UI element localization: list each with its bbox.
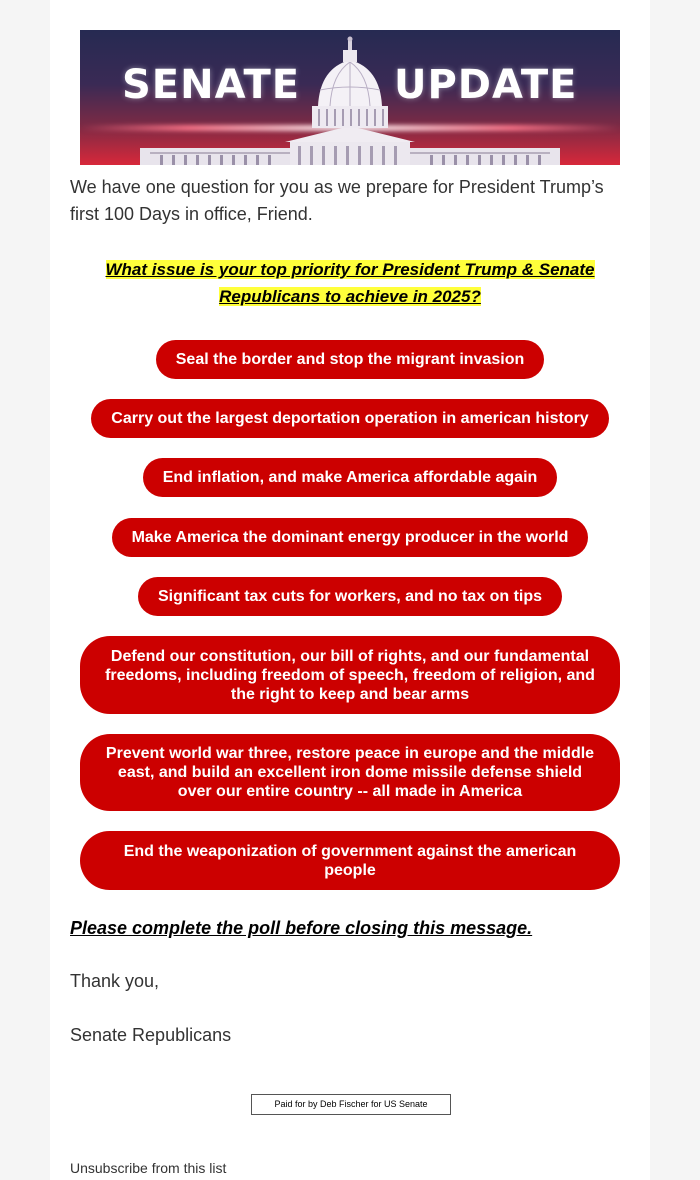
banner-word-senate: SENATE: [122, 62, 301, 108]
thanks-line: Thank you,: [70, 971, 160, 991]
option-end-inflation-button[interactable]: End inflation, and make America affordable again: [143, 458, 557, 497]
option-deportation-button[interactable]: Carry out the largest deportation operation in american history: [91, 399, 609, 438]
paid-for-disclaimer: Paid for by Deb Fischer for US Senate: [251, 1094, 451, 1115]
option-energy-button[interactable]: Make America the dominant energy producer in the world: [112, 518, 588, 557]
option-weaponization-button[interactable]: End the weaponization of government against the american people: [80, 831, 620, 890]
poll-question-text: What issue is your top priority for President Trump & Senate Republicans to achieve in 2025?: [105, 260, 595, 306]
option-tax-cuts-button[interactable]: Significant tax cuts for workers, and no tax on tips: [138, 577, 562, 616]
closing-instruction: Please complete the poll before closing this message.: [70, 918, 533, 938]
option-constitution-button[interactable]: Defend our constitution, our bill of rights, and our fundamental freedoms, including freedom of speech, freedom of religion, and the right to keep and bear arms: [80, 636, 620, 714]
senate-update-banner: [80, 30, 620, 165]
intro-paragraph: We have one question for you as we prepare for President Trump’s first 100 Days in office, Friend.: [70, 177, 604, 224]
option-seal-border-button[interactable]: Seal the border and stop the migrant invasion: [156, 340, 544, 379]
signature: Senate Republicans: [70, 1025, 232, 1045]
poll-question: [80, 256, 620, 310]
unsubscribe-link[interactable]: Unsubscribe from this list: [70, 1160, 227, 1176]
option-world-peace-button[interactable]: Prevent world war three, restore peace in europe and the middle east, and build an excellent iron dome missile defense shield over our entire country -- all made in America: [80, 734, 620, 811]
banner-word-update: UPDATE: [394, 62, 578, 108]
email-body: [50, 0, 650, 1180]
